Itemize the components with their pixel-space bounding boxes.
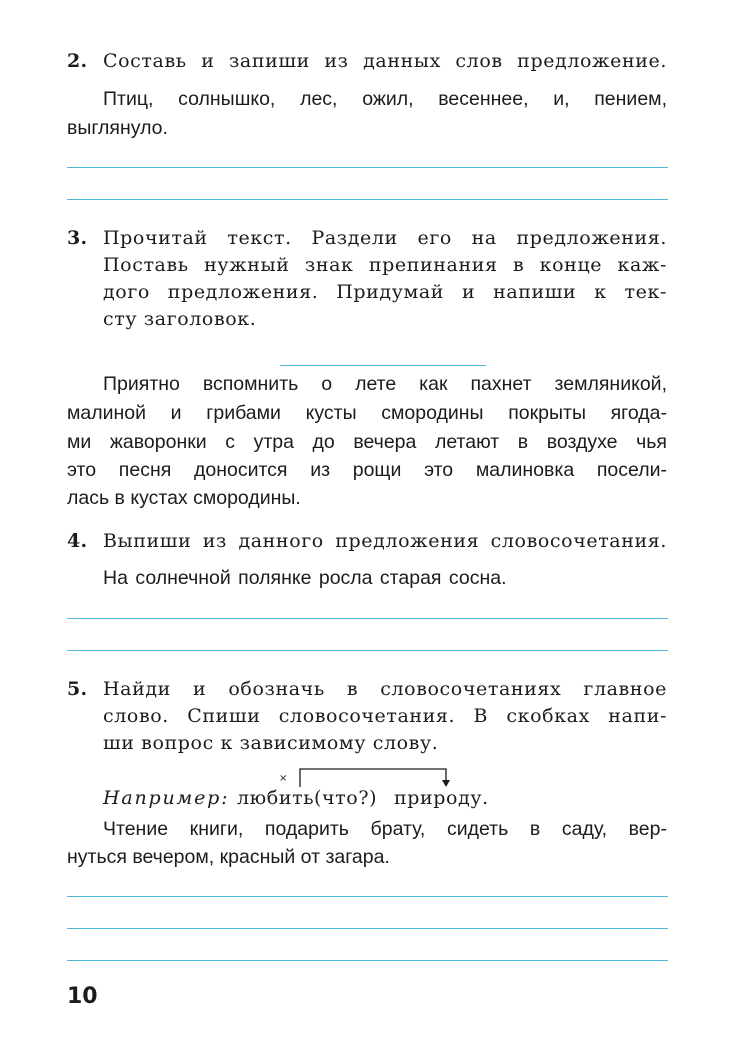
task-4-number: 4. bbox=[67, 530, 88, 552]
task-4-sentence: На солнечной полянке росла старая сосна. bbox=[103, 567, 507, 589]
task-5-number: 5. bbox=[67, 678, 88, 700]
answer-line bbox=[67, 650, 668, 651]
task-5-phrases-line-1: Чтение книги, подарить брату, сидеть в саду, вер- bbox=[103, 818, 667, 840]
task-2-words-line-2: выглянуло. bbox=[67, 117, 168, 139]
example-label: Например: bbox=[103, 787, 230, 809]
answer-line bbox=[67, 199, 668, 200]
title-answer-line bbox=[280, 365, 486, 366]
task-3-text-line-1: Приятно вспомнить о лете как пахнет земляникой, bbox=[103, 373, 667, 395]
task-2-instruction: Составь и запиши из данных слов предложение. bbox=[103, 50, 667, 72]
task-5-instruction-line-2: слово. Спиши словосочетания. В скобках напи- bbox=[103, 705, 667, 727]
answer-line bbox=[67, 960, 668, 961]
answer-line bbox=[67, 896, 668, 897]
example-question: (что?) bbox=[314, 787, 378, 809]
example-head-word: любить bbox=[237, 787, 315, 809]
task-3-text-line-2: малиной и грибами кусты смородины покрыты ягода- bbox=[67, 402, 667, 424]
task-2-words-line-1: Птиц, солнышко, лес, ожил, весеннее, и, пением, bbox=[103, 88, 667, 110]
task-4-instruction: Выпиши из данного предложения словосочетания. bbox=[103, 530, 667, 552]
answer-line bbox=[67, 618, 668, 619]
main-word-cross-mark: × bbox=[279, 773, 288, 784]
task-3-instruction-line-2: Поставь нужный знак препинания в конце каж- bbox=[103, 254, 667, 276]
task-3-text-line-4: это песня доносится из рощи это малиновка посели- bbox=[67, 459, 667, 481]
task-3-text-line-5: лась в кустах смородины. bbox=[67, 487, 301, 509]
task-3-instruction-line-3: дого предложения. Придумай и напиши к тек- bbox=[103, 281, 667, 303]
answer-line bbox=[67, 167, 668, 168]
dependency-arrow bbox=[290, 766, 460, 790]
task-2-number: 2. bbox=[67, 50, 88, 72]
task-3-instruction-line-4: сту заголовок. bbox=[103, 308, 257, 330]
task-5-phrases-line-2: нуться вечером, красный от загара. bbox=[67, 846, 390, 868]
task-5-instruction-line-3: ши вопрос к зависимому слову. bbox=[103, 732, 439, 754]
page-number: 10 bbox=[67, 984, 98, 1009]
task-5-instruction-line-1: Найди и обозначь в словосочетаниях главное bbox=[103, 678, 667, 700]
task-3-number: 3. bbox=[67, 227, 88, 249]
answer-line bbox=[67, 928, 668, 929]
task-3-instruction-line-1: Прочитай текст. Раздели его на предложения. bbox=[103, 227, 667, 249]
task-3-text-line-3: ми жаворонки с утра до вечера летают в воздухе чья bbox=[67, 431, 667, 453]
example-dependent-word: природу. bbox=[394, 787, 489, 809]
